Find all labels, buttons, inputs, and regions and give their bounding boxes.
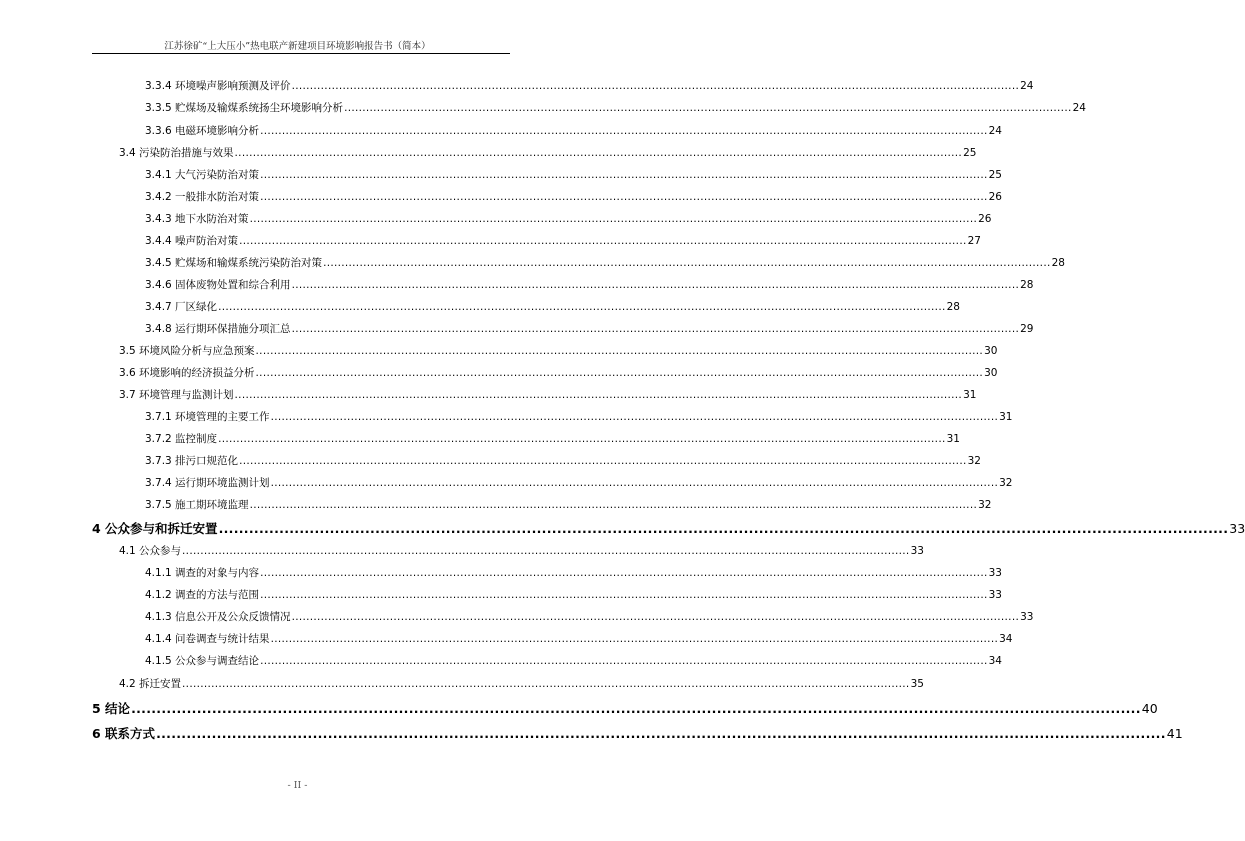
toc-entry[interactable] [145, 432, 960, 446]
toc-leader-dots: ........................................................................................................................................................................................................ [291, 323, 1020, 335]
toc-entry-page: 31 [999, 411, 1013, 423]
toc-entry-title: 3.3.6 电磁环境影响分析 [145, 125, 260, 137]
toc-entry-page: 30 [984, 345, 998, 357]
toc-entry[interactable] [145, 168, 1002, 182]
toc-entry[interactable] [145, 410, 1013, 424]
toc-leader-dots: ........................................................................................................................................................................................................ [234, 389, 963, 401]
toc-leader-dots: ........................................................................................................................................................................................................ [239, 235, 967, 247]
toc-entry-page: 26 [978, 213, 992, 225]
toc-entry-title: 3.7.2 监控制度 [145, 433, 218, 445]
toc-leader-dots: ........................................................................................................................................................................................................ [255, 345, 984, 357]
toc-entry-title: 3.7.5 施工期环境监理 [145, 499, 249, 511]
toc-entry[interactable] [145, 79, 1034, 93]
toc-entry-title: 3.4.7 厂区绿化 [145, 301, 218, 313]
toc-leader-dots: ........................................................................................................................................................................................................ [291, 611, 1020, 623]
toc-entry-page: 33 [1229, 521, 1245, 536]
toc-leader-dots: ........................................................................................................................................................................................................ [270, 477, 999, 489]
toc-leader-dots: ........................................................................................................................................................................................................ [260, 125, 988, 137]
toc-entry[interactable] [119, 344, 998, 358]
toc-leader-dots: ........................................................................................................................................................................................................ [260, 589, 988, 601]
toc-entry-page: 25 [963, 147, 977, 159]
toc-entry[interactable] [145, 278, 1034, 292]
toc-entry-page: 35 [910, 678, 924, 690]
toc-entry-title: 3.7.1 环境管理的主要工作 [145, 411, 270, 423]
toc-entry[interactable] [119, 544, 924, 558]
toc-leader-dots: ........................................................................................................................................................................................................ [323, 257, 1051, 269]
toc-entry-title: 3.4.4 噪声防治对策 [145, 235, 239, 247]
toc-entry-page: 28 [1051, 257, 1065, 269]
toc-entry-page: 33 [1020, 611, 1034, 623]
toc-leader-dots: ........................................................................................................................................................................................................ [255, 367, 984, 379]
toc-leader-dots: ........................................................................................................................................................................................................ [260, 567, 988, 579]
toc-entry-page: 27 [967, 235, 981, 247]
toc-entry[interactable] [119, 366, 998, 380]
toc-entry-title: 3.4.8 运行期环保措施分项汇总 [145, 323, 291, 335]
toc-entry[interactable] [145, 632, 1013, 646]
toc-entry-title: 3.4.2 一般排水防治对策 [145, 191, 260, 203]
toc-entry-page: 30 [984, 367, 998, 379]
toc-entry-title: 4.1.2 调查的方法与范围 [145, 589, 260, 601]
toc-entry[interactable] [145, 256, 1065, 270]
toc-entry[interactable] [145, 101, 1086, 115]
toc-entry-title: 4.2 拆迁安置 [119, 678, 182, 690]
toc-leader-dots: ........................................................................................................................................................................................................ [260, 169, 988, 181]
toc-entry-page: 28 [1020, 279, 1034, 291]
toc-entry[interactable] [145, 454, 981, 468]
toc-entry-title: 3.4.1 大气污染防治对策 [145, 169, 260, 181]
toc-entry-page: 28 [946, 301, 960, 313]
toc-leader-dots: ........................................................................................................................................................................................................ [291, 279, 1020, 291]
toc-entry-title: 3.5 环境风险分析与应急预案 [119, 345, 255, 357]
toc-leader-dots: ........................................................................................................................................................................................................ [182, 545, 910, 557]
toc-entry-page: 32 [967, 455, 981, 467]
toc-entry-title: 3.4.6 固体废物处置和综合利用 [145, 279, 291, 291]
toc-entry-title: 4.1.3 信息公开及公众反馈情况 [145, 611, 291, 623]
toc-entry[interactable] [145, 212, 992, 226]
toc-leader-dots: ........................................................................................................................................................................................................ [218, 521, 1229, 536]
toc-entry-page: 33 [910, 545, 924, 557]
toc-entry-title: 4.1 公众参与 [119, 545, 182, 557]
toc-leader-dots: ........................................................................................................................................................................................................ [344, 102, 1072, 114]
toc-leader-dots: ........................................................................................................................................................................................................ [249, 213, 978, 225]
toc-entry[interactable] [145, 322, 1034, 336]
toc-entry-page: 33 [988, 567, 1002, 579]
toc-entry-title: 4 公众参与和拆迁安置 [92, 521, 218, 536]
page-number: - II - [287, 780, 308, 791]
toc-entry-page: 32 [999, 477, 1013, 489]
toc-leader-dots: ........................................................................................................................................................................................................ [270, 633, 999, 645]
toc-entry-title: 3.6 环境影响的经济损益分析 [119, 367, 255, 379]
toc-entry-page: 25 [988, 169, 1002, 181]
toc-entry-title: 4.1.5 公众参与调查结论 [145, 655, 260, 667]
toc-entry-page: 24 [1072, 102, 1086, 114]
toc-leader-dots: ........................................................................................................................................................................................................ [249, 499, 978, 511]
toc-entry[interactable] [145, 300, 960, 314]
toc-entry[interactable] [119, 677, 924, 691]
toc-entry-page: 24 [988, 125, 1002, 137]
toc-entry[interactable] [145, 588, 1002, 602]
page-header: 江苏徐矿“上大压小”热电联产新建项目环境影响报告书（简本） [164, 41, 431, 52]
toc-entry[interactable] [119, 146, 977, 160]
toc-leader-dots: ........................................................................................................................................................................................................ [234, 147, 963, 159]
toc-entry-page: 34 [999, 633, 1013, 645]
toc-entry-page: 24 [1020, 80, 1034, 92]
toc-entry[interactable] [145, 654, 1002, 668]
toc-entry[interactable] [145, 566, 1002, 580]
toc-entry-page: 33 [988, 589, 1002, 601]
toc-entry-page: 26 [988, 191, 1002, 203]
toc-leader-dots: ........................................................................................................................................................................................................ [131, 701, 1141, 716]
toc-entry[interactable] [145, 124, 1002, 138]
toc-entry-title: 4.1.4 问卷调查与统计结果 [145, 633, 270, 645]
toc-entry-page: 29 [1020, 323, 1034, 335]
toc-entry[interactable] [145, 234, 981, 248]
toc-entry[interactable] [119, 388, 977, 402]
toc-entry-title: 5 结论 [92, 701, 131, 716]
toc-leader-dots: ........................................................................................................................................................................................................ [239, 455, 967, 467]
toc-entry-page: 31 [963, 389, 977, 401]
toc-entry-title: 3.3.5 贮煤场及输煤系统扬尘环境影响分析 [145, 102, 344, 114]
toc-entry[interactable] [145, 190, 1002, 204]
toc-leader-dots: ........................................................................................................................................................................................................ [156, 726, 1166, 741]
toc-entry-page: 34 [988, 655, 1002, 667]
toc-entry-title: 4.1.1 调查的对象与内容 [145, 567, 260, 579]
toc-entry-page: 41 [1166, 726, 1183, 741]
toc-leader-dots: ........................................................................................................................................................................................................ [260, 191, 988, 203]
toc-entry-title: 3.4.5 贮煤场和输煤系统污染防治对策 [145, 257, 323, 269]
toc-entry[interactable] [145, 610, 1034, 624]
toc-entry-title: 3.7 环境管理与监测计划 [119, 389, 234, 401]
toc-leader-dots: ........................................................................................................................................................................................................ [218, 433, 946, 445]
toc-leader-dots: ........................................................................................................................................................................................................ [260, 655, 988, 667]
toc-leader-dots: ........................................................................................................................................................................................................ [291, 80, 1020, 92]
toc-entry-title: 3.4 污染防治措施与效果 [119, 147, 234, 159]
toc-entry-title: 3.7.4 运行期环境监测计划 [145, 477, 270, 489]
toc-entry-title: 3.4.3 地下水防治对策 [145, 213, 249, 225]
toc-leader-dots: ........................................................................................................................................................................................................ [218, 301, 946, 313]
toc-entry-title: 3.7.3 排污口规范化 [145, 455, 239, 467]
toc-leader-dots: ........................................................................................................................................................................................................ [182, 678, 910, 690]
toc-entry[interactable] [92, 700, 1158, 717]
toc-entry[interactable] [145, 476, 1013, 490]
toc-entry-title: 6 联系方式 [92, 726, 156, 741]
toc-entry-page: 32 [978, 499, 992, 511]
toc-entry-page: 31 [946, 433, 960, 445]
toc-entry[interactable] [92, 520, 1245, 537]
toc-entry[interactable] [92, 725, 1183, 742]
toc-entry-title: 3.3.4 环境噪声影响预测及评价 [145, 80, 291, 92]
toc-entry-page: 40 [1141, 701, 1158, 716]
toc-leader-dots: ........................................................................................................................................................................................................ [270, 411, 999, 423]
toc-entry[interactable] [145, 498, 992, 512]
